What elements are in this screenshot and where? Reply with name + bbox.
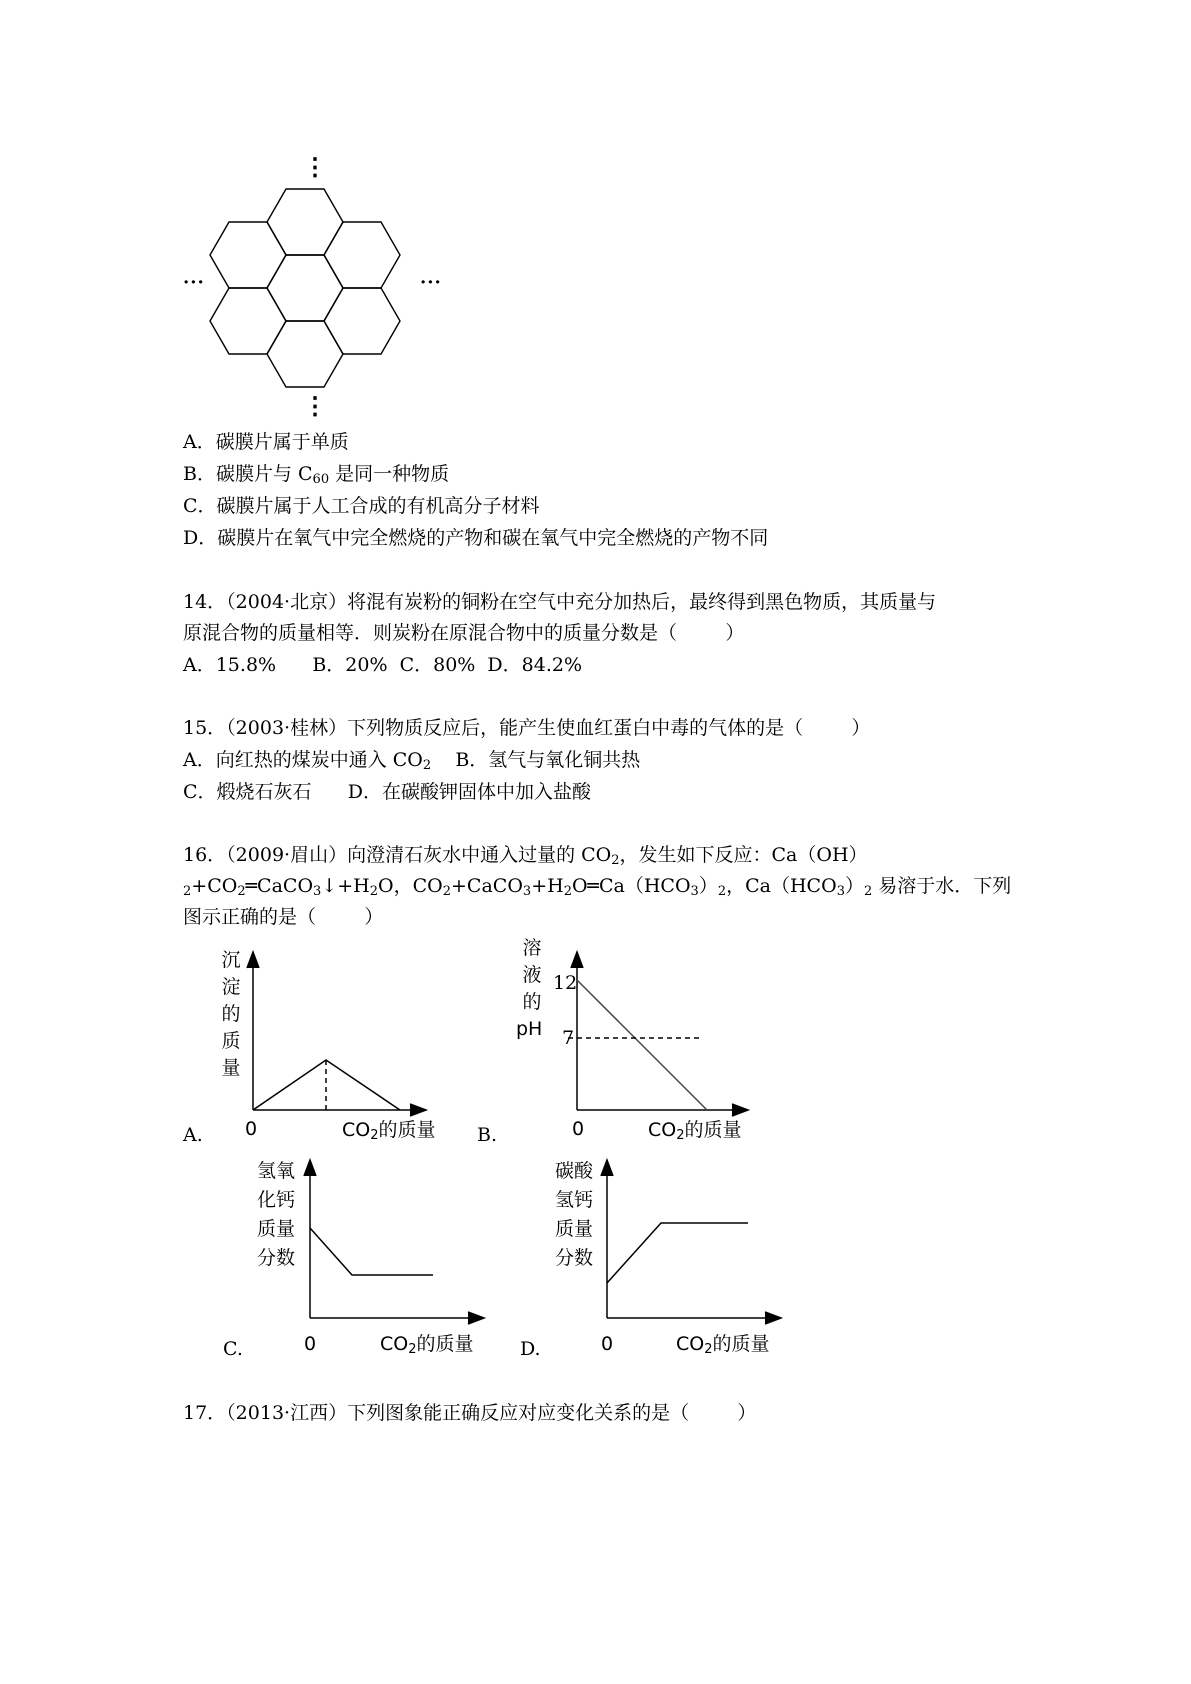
graph-c-ylabel-3: 质量 xyxy=(257,1218,296,1240)
graph-a-ylabel-4: 质 xyxy=(221,1030,241,1052)
graph-d-ylabel-4: 分数 xyxy=(555,1247,594,1269)
graph-b-tick-12: 12 xyxy=(553,972,578,994)
graph-b-xlabel: $CO_2$的质量 xyxy=(648,1119,742,1143)
left-ellipsis: ··· xyxy=(183,272,205,293)
graph-d-ylabel-3: 质量 xyxy=(555,1218,594,1240)
q15-options-ab: A．向红热的煤炭中通入 $CO_2$ B．氢气与氧化铜共热 xyxy=(183,749,641,773)
graph-d-ylabel-2: 氢钙 xyxy=(555,1189,594,1211)
q17-stem: 17．（2013·江西）下列图象能正确反应对应变化关系的是（ ） xyxy=(183,1402,757,1424)
graph-a-origin: 0 xyxy=(245,1118,258,1140)
graph-d-origin: 0 xyxy=(601,1333,614,1355)
q14-options: A．15.8% B．20% C．80% D．84.2% xyxy=(183,654,583,676)
q15-stem: 15．（2003·桂林）下列物质反应后，能产生使血红蛋白中毒的气体的是（ ） xyxy=(183,717,871,739)
q13-option-c: C．碳膜片属于人工合成的有机高分子材料 xyxy=(183,495,540,517)
q13-option-b: B．碳膜片与 $C_{60}$ 是同一种物质 xyxy=(183,463,450,487)
q14-stem-line2: 原混合物的质量相等．则炭粉在原混合物中的质量分数是（ ） xyxy=(183,622,745,644)
graph-c-option-label: C. xyxy=(223,1338,243,1360)
top-ellipsis: ⋮ xyxy=(303,152,328,181)
graph-b-ylabel-2: 液 xyxy=(522,964,542,986)
right-ellipsis: ··· xyxy=(420,272,442,293)
q14-stem-line1: 14．（2004·北京）将混有炭粉的铜粉在空气中充分加热后，最终得到黑色物质，其质量与 xyxy=(183,591,937,613)
graph-b-tick-7: 7 xyxy=(562,1027,575,1049)
q13-option-a: A．碳膜片属于单质 xyxy=(183,431,349,453)
graph-a-ylabel-3: 的 xyxy=(221,1003,241,1025)
graph-c-ylabel-4: 分数 xyxy=(257,1247,296,1269)
q15-options-cd: C．煅烧石灰石 D．在碳酸钾固体中加入盐酸 xyxy=(183,781,592,803)
graph-a-ylabel-5: 量 xyxy=(221,1057,241,1079)
graph-a-xlabel: $CO_2$的质量 xyxy=(342,1119,436,1143)
graph-d-xlabel: $CO_2$的质量 xyxy=(676,1333,770,1357)
graph-c-xlabel: $CO_2$的质量 xyxy=(380,1333,474,1357)
graph-b-ylabel-1: 溶 xyxy=(522,937,542,959)
q16-equations: $_2+CO_2═CaCO_3↓+H_2O$，$CO_2+CaCO_3+H_2O═Ca(HCO_3)_2$，$Ca(HCO_3)_2$ 易溶于水．下列 xyxy=(183,875,1012,899)
graph-c-ylabel-2: 化钙 xyxy=(257,1189,296,1211)
graph-d-option-label: D. xyxy=(520,1338,541,1360)
graph-b-ylabel-3: 的 xyxy=(522,991,542,1013)
graph-c-origin: 0 xyxy=(304,1333,317,1355)
graph-b-option-label: B. xyxy=(477,1124,498,1146)
graph-b-ylabel-ph: pH xyxy=(516,1018,543,1040)
bottom-ellipsis: ⋮ xyxy=(303,391,328,420)
graph-a-option-label: A. xyxy=(183,1124,203,1146)
graph-a-ylabel-1: 沉 xyxy=(221,949,241,971)
q13-option-d: D．碳膜片在氧气中完全燃烧的产物和碳在氧气中完全燃烧的产物不同 xyxy=(183,527,769,549)
graph-b-origin: 0 xyxy=(572,1118,585,1140)
graph-c-ylabel-1: 氢氧 xyxy=(257,1160,296,1182)
graph-d-ylabel-1: 碳酸 xyxy=(555,1160,594,1182)
graph-a-ylabel-2: 淀 xyxy=(221,976,241,998)
q16-stem-line3: 图示正确的是（ ） xyxy=(183,906,384,928)
q16-stem-line1: 16．（2009·眉山）向澄清石灰水中通入过量的 $CO_2$，发生如下反应：Ca（OH） xyxy=(183,844,868,868)
